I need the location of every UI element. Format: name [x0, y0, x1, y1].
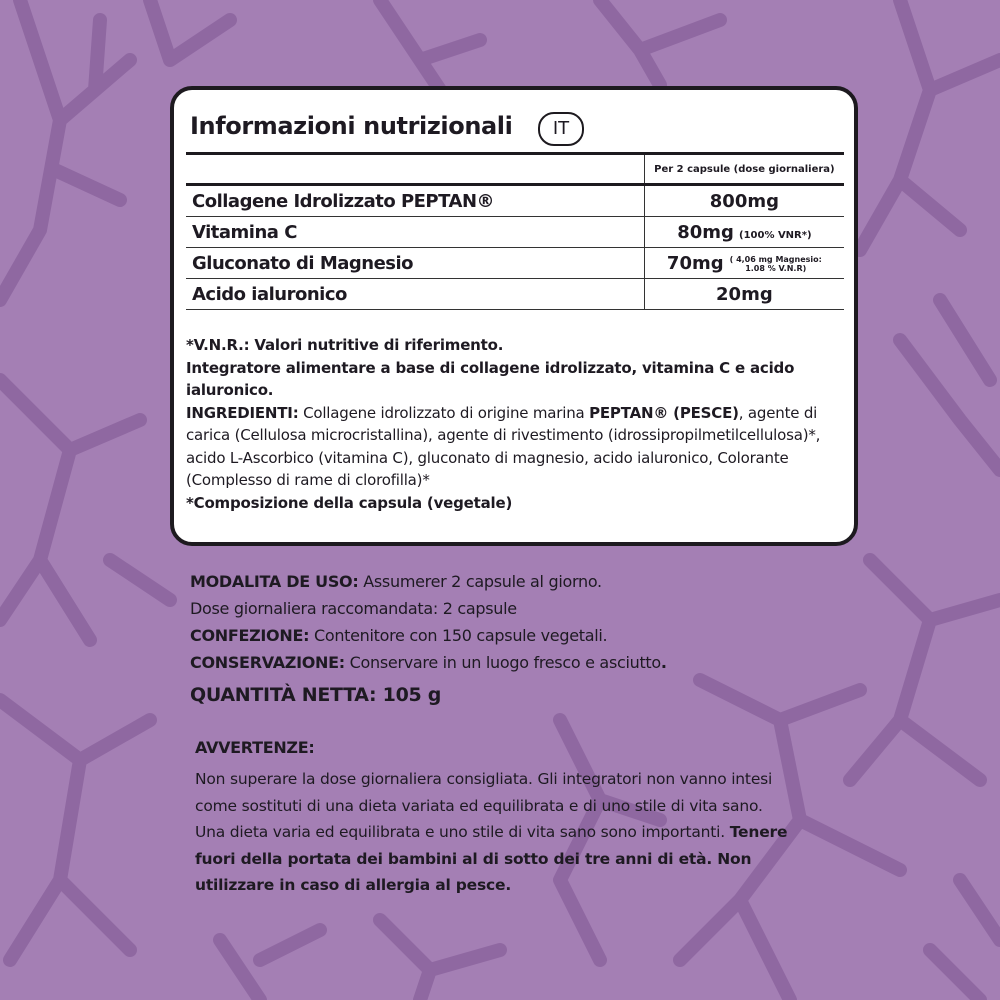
ingredients-allergen: PEPTAN® (PESCE) [589, 403, 739, 422]
nutrient-value: 70mg [666, 252, 724, 274]
product-description: Integratore alimentare a base di collagene idrolizzato, vitamina C e acido ialuronico. [186, 358, 795, 399]
daily-dose: Dose giornaliera raccomandata: 2 capsule [190, 599, 517, 618]
vnr-note: *V.N.R.: Valori nutritive di riferimento. [186, 336, 504, 354]
nutrient-name: Vitamina C [186, 217, 644, 248]
table-row [186, 185, 844, 217]
table-row [186, 279, 844, 310]
storage: CONSERVAZIONE: Conservare in un luogo fresco e asciutto. [190, 653, 667, 672]
column-header: Per 2 capsule (dose giornaliera) [644, 154, 844, 185]
nutrient-value: 80mg [677, 221, 734, 243]
net-quantity: QUANTITÀ NETTA: 105 g [190, 684, 442, 706]
usage-mode: MODALITA DE USO: Assumerer 2 capsule al giorno. [190, 572, 602, 591]
language-badge: IT [538, 112, 584, 146]
table-row [186, 248, 844, 279]
ingredients-label: INGREDIENTI: [186, 403, 299, 422]
panel-notes [186, 334, 826, 514]
packaging: CONFEZIONE: Contenitore con 150 capsule vegetali. [190, 626, 608, 645]
table-header-row [186, 154, 844, 185]
warnings-bold: Tenere fuori della portata dei bambini al di sotto dei tre anni di età. Non utilizzare in caso di allergia al pesce. [195, 823, 788, 894]
capsule-note: *Composizione della capsula (vegetale) [186, 493, 513, 512]
nutrition-table [186, 152, 844, 310]
nutrition-panel [170, 86, 858, 546]
nutrient-name: Collagene Idrolizzato PEPTAN® [186, 185, 644, 217]
nutrient-note: ( 4,06 mg Magnesio: 1.08 % V.N.R) [729, 255, 822, 273]
ingredients: INGREDIENTI: Collagene idrolizzato di origine marina PEPTAN® (PESCE), agente di carica (Cellulosa microcristallina), agente di rivestimento (idrossipropilmetilcellulosa)*, acido L-Ascorbico (vitamina C), gluconato di magnesio, acido ialuronico, Colorante (Complesso di rame di clorofilla)* [186, 403, 821, 489]
nutrient-value: 800mg [709, 190, 779, 212]
warnings-text: Non superare la dose giornaliera consigliata. Gli integratori non vanno intesi come sostituti di una dieta variata ed equilibrata e di uno stile di vita sano. Una dieta varia ed equilibrata e uno stile di vita sano sono importanti. Tenere fuori della portata dei bambini al di sotto dei tre anni di età. Non utilizzare in caso di allergia al pesce. [195, 770, 788, 894]
nutrient-vnr: (100% VNR*) [739, 229, 812, 241]
nutrient-name: Acido ialuronico [186, 279, 644, 310]
nutrient-value: 20mg [716, 283, 773, 305]
warnings-title: AVVERTENZE: [195, 738, 315, 757]
nutrient-name: Gluconato di Magnesio [186, 248, 644, 279]
panel-title: Informazioni nutrizionali [190, 112, 513, 140]
usage-section [190, 568, 810, 676]
table-row [186, 217, 844, 248]
